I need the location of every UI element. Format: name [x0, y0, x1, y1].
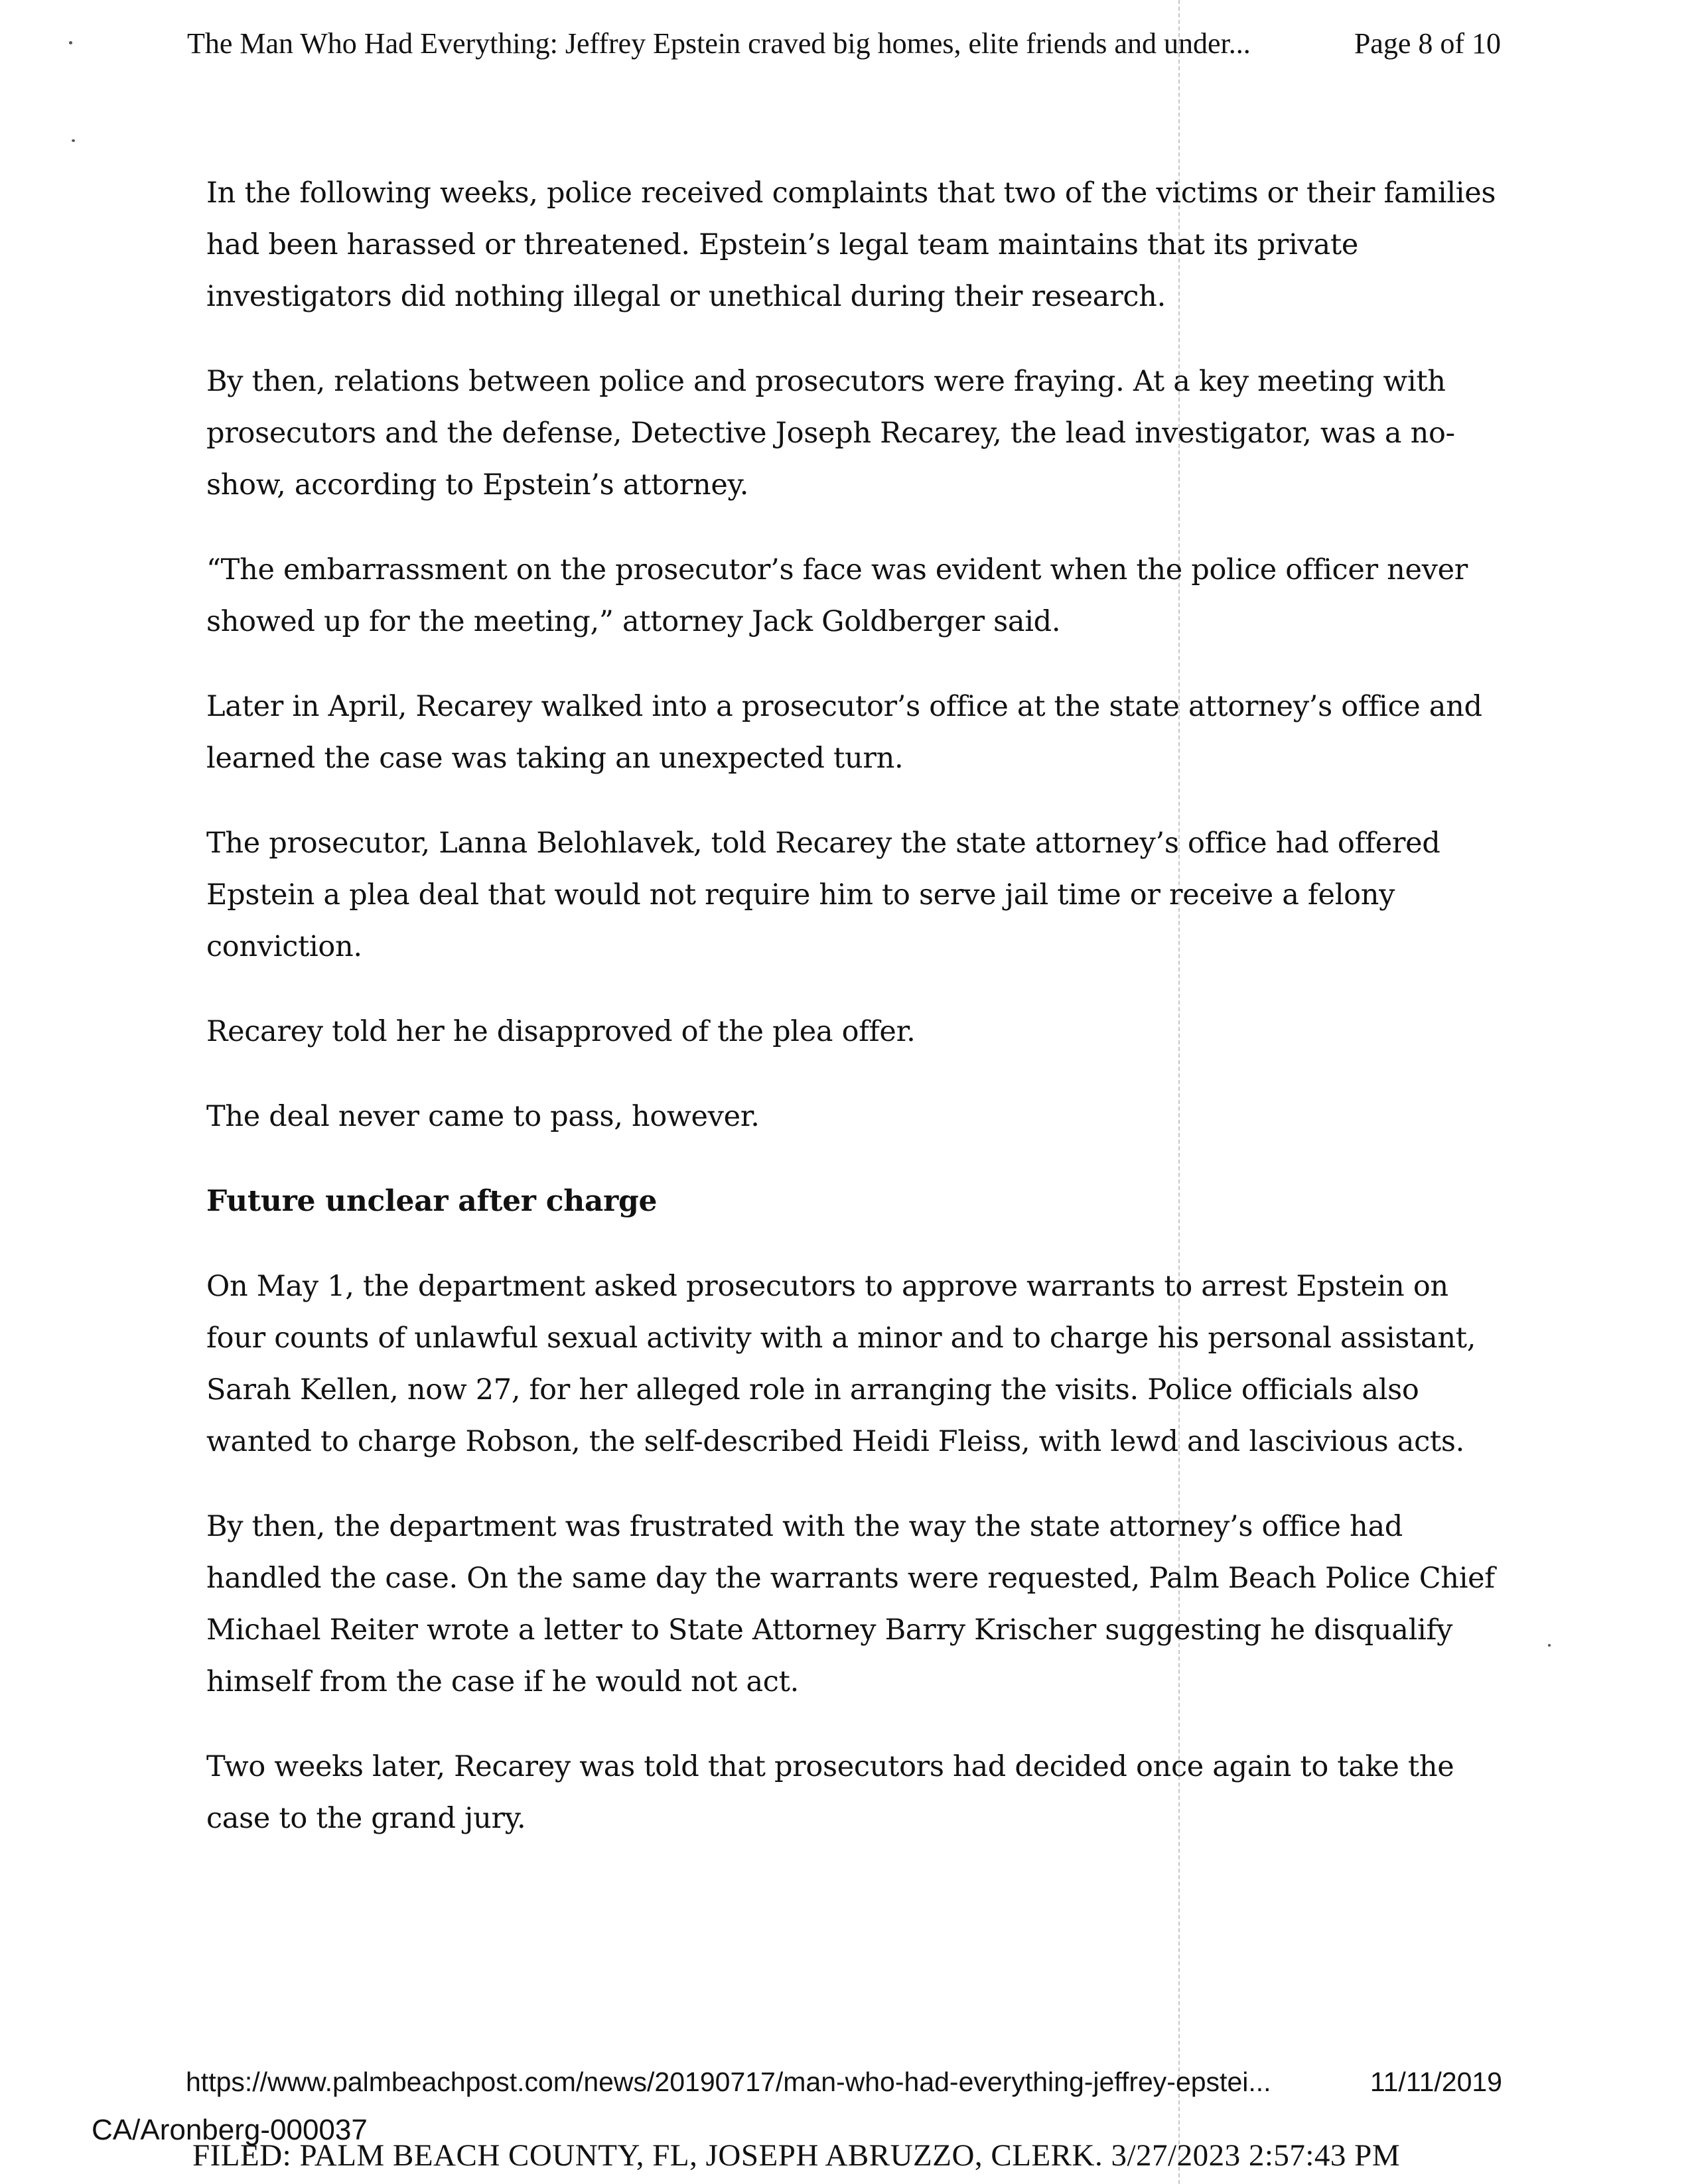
article-paragraph: “The embarrassment on the prosecutor’s face was evident when the police officer never showed up for the meeting,” attorney Jack Goldberger said.	[206, 553, 1468, 638]
document-id-stamp: CA/Aronberg-000037	[92, 2114, 368, 2146]
article-paragraph: Later in April, Recarey walked into a prosecutor’s office at the state attorney’s office and learned the case was taking an unexpected turn.	[206, 690, 1482, 775]
scan-speck	[1548, 1644, 1551, 1647]
article-paragraph: The deal never came to pass, however.	[206, 1100, 760, 1133]
article-paragraph: By then, relations between police and prosecutors were fraying. At a key meeting with prosecutors and the defense, Detective Joseph Recarey, the lead investigator, was a no-show, according to Epstein’s attorney.	[206, 365, 1455, 502]
page-footer	[186, 2065, 1502, 2099]
section-heading: Future unclear after charge	[206, 1184, 658, 1218]
article-paragraph: On May 1, the department asked prosecutors to approve warrants to arrest Epstein on four counts of unlawful sexual activity with a minor and to charge his personal assistant, Sarah Kellen, now 27, for her alleged role in arranging the visits. Police officials also wanted to charge Robson, the self-described Heidi Fleiss, with lewd and lascivious acts.	[206, 1270, 1476, 1458]
article-paragraph: Two weeks later, Recarey was told that prosecutors had decided once again to take the case to the grand jury.	[206, 1750, 1454, 1835]
page-header	[187, 25, 1501, 62]
header-title: The Man Who Had Everything: Jeffrey Epstein craved big homes, elite friends and under...	[187, 27, 1251, 60]
article-paragraph: The prosecutor, Lanna Belohlavek, told Recarey the state attorney’s office had offered Epstein a plea deal that would not require him to serve jail time or receive a felony conviction.	[206, 827, 1441, 963]
article-paragraph: In the following weeks, police received complaints that two of the victims or their families had been harassed or threatened. Epstein’s legal team maintains that its private investigators did nothing illegal or unethical during their research.	[206, 176, 1496, 313]
page-number: Page 8 of 10	[1354, 27, 1501, 60]
source-url: https://www.palmbeachpost.com/news/20190717/man-who-had-everything-jeffrey-epstei...	[186, 2067, 1271, 2097]
scan-speck	[69, 41, 72, 44]
clerk-filed-stamp: FILED: PALM BEACH COUNTY, FL, JOSEPH ABRUZZO, CLERK. 3/27/2023 2:57:43 PM	[192, 2138, 1401, 2173]
article-paragraph: Recarey told her he disapproved of the plea offer.	[206, 1015, 916, 1048]
scan-speck	[72, 139, 75, 142]
article-body	[206, 167, 1507, 1877]
print-date: 11/11/2019	[1370, 2067, 1502, 2097]
article-paragraph: By then, the department was frustrated with the way the state attorney’s office had handled the case. On the same day the warrants were requested, Palm Beach Police Chief Michael Reiter wrote a letter to State Attorney Barry Krischer suggesting he disqualify himself from the case if he would not act.	[206, 1510, 1495, 1698]
